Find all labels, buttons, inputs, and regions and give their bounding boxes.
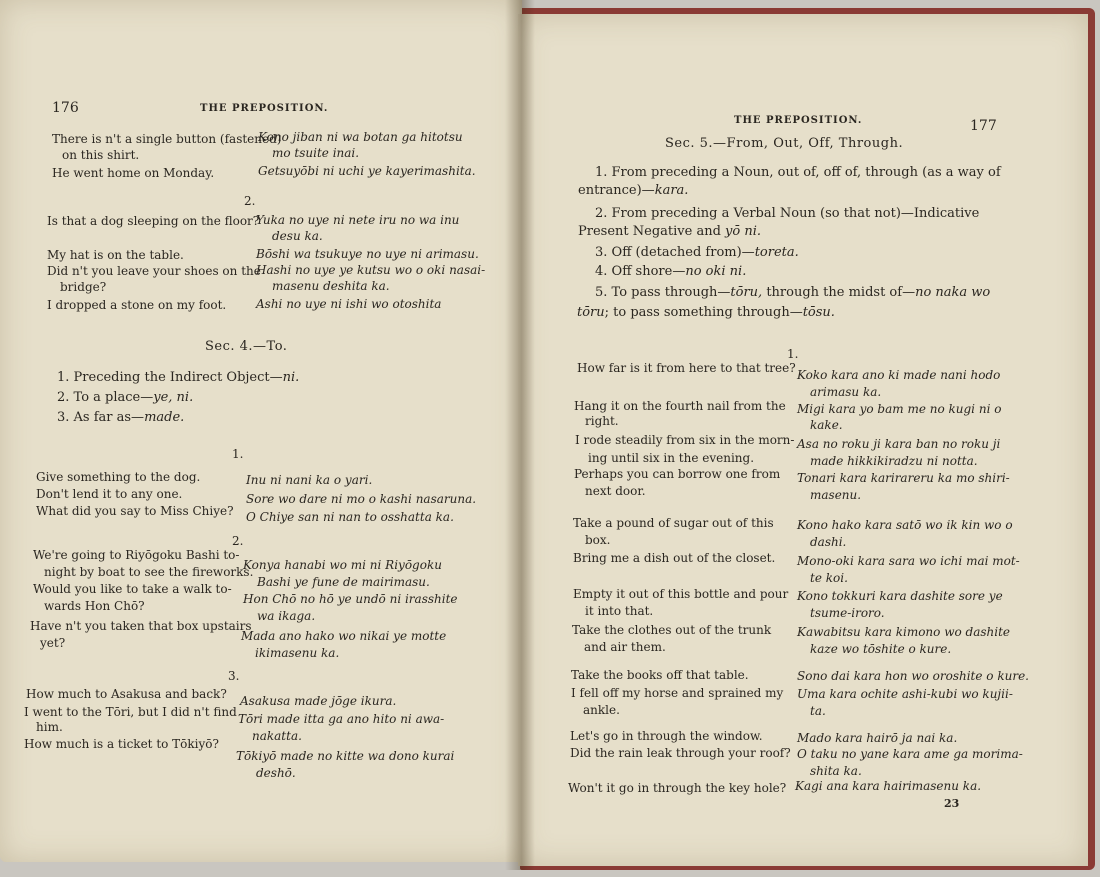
english-line: Hang it on the fourth nail from the [574, 399, 786, 413]
japanese-line: Asa no roku ji kara ban no roku ji [797, 437, 1001, 451]
japanese-line: Tōkiyō made no kitte wa dono kurai [236, 749, 455, 763]
japanese-line: Uma kara ochite ashi-kubi wo kujii- [797, 687, 1013, 701]
japanese-line: dashi. [810, 535, 847, 549]
english-line: Would you like to take a walk to- [33, 582, 232, 596]
section-heading: Sec. 4.—To. [205, 339, 288, 354]
japanese-line: O taku no yane kara ame ga morima- [797, 747, 1023, 761]
english-line: right. [585, 414, 619, 428]
english-line: Take a pound of sugar out of this [573, 516, 774, 530]
japanese-line: ta. [810, 704, 826, 718]
japanese-line: Kagi ana kara hairimasenu ka. [795, 779, 982, 793]
english-line: Bring me a dish out of the closet. [573, 551, 776, 565]
running-head: THE PREPOSITION. [734, 115, 863, 126]
japanese-line: Kono hako kara satō wo ik kin wo o [797, 518, 1013, 532]
english-line: night by boat to see the fireworks. [44, 565, 254, 579]
english-line: Did the rain leak through your roof? [570, 746, 791, 760]
section-heading: Sec. 5.—From, Out, Off, Through. [665, 136, 904, 151]
rule-line: 2. To a place—ye, ni. [57, 390, 194, 405]
japanese-line: deshō. [256, 766, 296, 780]
english-line: Have n't you taken that box upstairs [30, 619, 252, 633]
japanese-line: arimasu ka. [810, 385, 882, 399]
english-line: Let's go in through the window. [570, 729, 763, 743]
english-line: I rode steadily from six in the morn- [575, 433, 795, 447]
japanese-line: Bashi ye fune de mairimasu. [257, 575, 430, 589]
english-line: We're going to Riyōgoku Bashi to- [33, 548, 240, 562]
japanese-line: Kono tokkuri kara dashite sore ye [797, 589, 1003, 603]
example-number: 2. [232, 534, 244, 548]
rule-line: 3. Off (detached from)—toreta. [595, 245, 799, 260]
japanese-line: Getsuyōbi ni uchi ye kayerimashita. [258, 164, 476, 178]
english-line: and air them. [584, 640, 666, 654]
page-number: 176 [52, 100, 79, 116]
rule-line: Present Negative and yō ni. [578, 224, 761, 239]
japanese-line: kake. [810, 418, 843, 432]
rule-line: 4. Off shore—no oki ni. [595, 264, 747, 279]
japanese-line: tsume-iroro. [810, 606, 885, 620]
rule-line: 5. To pass through—tōru, through the midst of—no naka wo [595, 285, 991, 300]
rule-line: 1. From preceding a Noun, out of, off of, through (as a way of [595, 165, 1001, 180]
japanese-line: Hon Chō no hō ye undō ni irasshite [243, 592, 458, 606]
english-line: There is n't a single button (fastened) [52, 132, 282, 146]
rule-line: tōru; to pass something through—tōsu. [577, 305, 835, 320]
japanese-line: Bōshi wa tsukuye no uye ni arimasu. [256, 247, 479, 261]
english-line: How much to Asakusa and back? [26, 687, 227, 701]
example-number: 1. [787, 347, 799, 361]
japanese-line: Sore wo dare ni mo o kashi nasaruna. [246, 492, 477, 506]
english-line: ing until six in the evening. [588, 451, 755, 465]
english-line: next door. [585, 484, 646, 498]
japanese-line: Mado kara hairō ja nai ka. [797, 731, 958, 745]
japanese-line: desu ka. [272, 229, 323, 243]
japanese-line: Kawabitsu kara kimono wo dashite [797, 625, 1010, 639]
japanese-line: made hikkikiradzu ni notta. [810, 454, 978, 468]
japanese-line: Tonari kara karirareru ka mo shiri- [797, 471, 1010, 485]
english-line: Don't lend it to any one. [36, 487, 183, 501]
example-number: 1. [232, 447, 244, 461]
japanese-line: wa ikaga. [257, 609, 316, 623]
rule-line: 1. Preceding the Indirect Object—ni. [57, 370, 300, 385]
japanese-line: kaze wo tōshite o kure. [810, 642, 952, 656]
japanese-line: shita ka. [810, 764, 862, 778]
english-line: My hat is on the table. [47, 248, 184, 262]
english-line: it into that. [585, 604, 654, 618]
japanese-line: Yuka no uye ni nete iru no wa inu [256, 213, 460, 227]
example-number: 2. [244, 194, 256, 208]
english-line: Take the clothes out of the trunk [572, 623, 772, 637]
english-line: ankle. [583, 703, 620, 717]
rule-line: entrance)—kara. [578, 183, 689, 198]
english-line: yet? [40, 636, 66, 650]
english-line: Did n't you leave your shoes on the [47, 264, 261, 278]
english-line: How far is it from here to that tree? [577, 361, 796, 375]
japanese-line: Ashi no uye ni ishi wo otoshita [256, 297, 442, 311]
english-line: I fell off my horse and sprained my [571, 686, 784, 700]
english-line: What did you say to Miss Chiye? [36, 504, 234, 518]
rule-line: 3. As far as—made. [57, 410, 185, 425]
english-line: How much is a ticket to Tōkiyō? [24, 737, 219, 751]
english-line: Won't it go in through the key hole? [568, 781, 787, 795]
book-gutter [505, 0, 535, 870]
japanese-line: Sono dai kara hon wo oroshite o kure. [797, 669, 1029, 683]
english-line: Take the books off that table. [571, 668, 749, 682]
japanese-line: Koko kara ano ki made nani hodo [797, 368, 1001, 382]
signature-mark: 23 [944, 797, 960, 810]
japanese-line: Mono-oki kara sara wo ichi mai mot- [797, 554, 1020, 568]
japanese-line: Tōri made itta ga ano hito ni awa- [238, 712, 445, 726]
english-line: on this shirt. [62, 148, 140, 162]
english-line: wards Hon Chō? [44, 599, 145, 613]
japanese-line: ikimasenu ka. [255, 646, 340, 660]
page-number: 177 [970, 118, 997, 134]
japanese-line: Konya hanabi wo mi ni Riyōgoku [243, 558, 442, 572]
running-head: THE PREPOSITION. [200, 103, 329, 114]
japanese-line: nakatta. [252, 729, 302, 743]
english-line: I dropped a stone on my foot. [47, 298, 227, 312]
japanese-line: mo tsuite inai. [272, 146, 360, 160]
rule-line: 2. From preceding a Verbal Noun (so that not)—Indicative [595, 206, 980, 221]
japanese-line: Migi kara yo bam me no kugi ni o [797, 402, 1002, 416]
japanese-line: te koi. [810, 571, 848, 585]
japanese-line: Hashi no uye ye kutsu wo o oki nasai- [256, 263, 486, 277]
japanese-line: Kono jiban ni wa botan ga hitotsu [258, 130, 463, 144]
japanese-line: O Chiye san ni nan to osshatta ka. [246, 510, 454, 524]
english-line: bridge? [60, 280, 107, 294]
english-line: him. [36, 720, 63, 734]
english-line: I went to the Tōri, but I did n't find [24, 705, 237, 719]
english-line: He went home on Monday. [52, 166, 215, 180]
english-line: Give something to the dog. [36, 470, 201, 484]
english-line: Perhaps you can borrow one from [574, 467, 781, 481]
japanese-line: Inu ni nani ka o yari. [246, 473, 373, 487]
english-line: Is that a dog sleeping on the floor? [47, 214, 260, 228]
japanese-line: Asakusa made jōge ikura. [240, 694, 397, 708]
japanese-line: masenu deshita ka. [272, 279, 390, 293]
english-line: box. [585, 533, 611, 547]
example-number: 3. [228, 669, 240, 683]
japanese-line: masenu. [810, 488, 862, 502]
japanese-line: Mada ano hako wo nikai ye motte [241, 629, 447, 643]
english-line: Empty it out of this bottle and pour [573, 587, 789, 601]
